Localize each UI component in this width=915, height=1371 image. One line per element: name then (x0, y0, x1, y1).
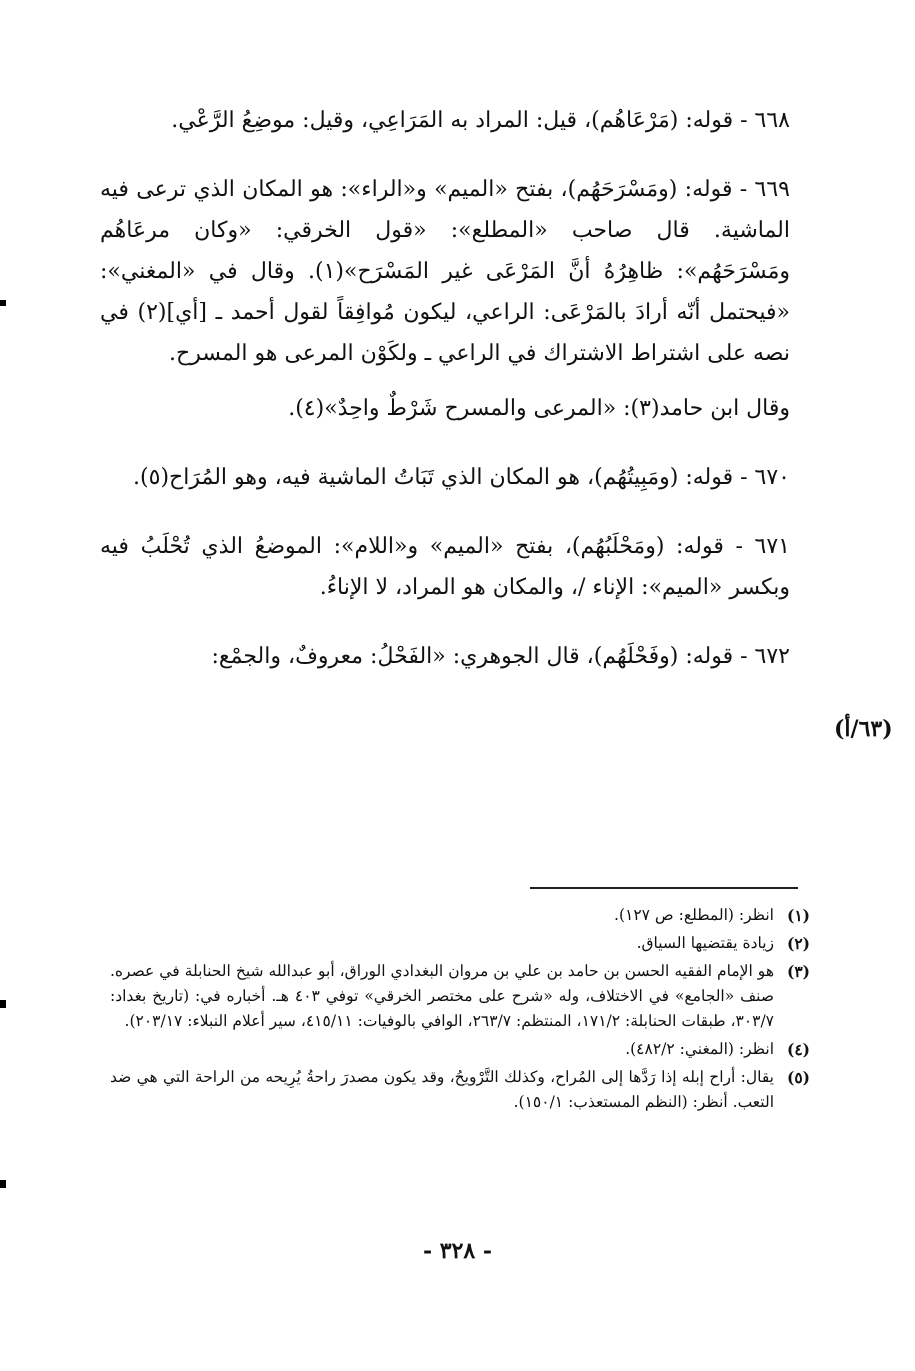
paragraph-ibn-hamid: وقال ابن حامد(٣): «المرعى والمسرح شَرْطٌ واحِدٌ»(٤). (288, 396, 790, 421)
footnote-text: يقال: أراح إبله إذا رَدَّها إلى المُراح، وكذلك التَّرْويحُ، وقد يكون مصدرَ راحةُ يُرِيحه من الراحة التي هي ضد التعب. أنظر: (النظم المستعذب: ١٥٠/١). (110, 1068, 774, 1111)
paragraph-670: ٦٧٠ - قوله: (ومَبِيتُهُم)، هو المكان الذي تَبَاتُ الماشية فيه، وهو المُرَاح(٥). (133, 465, 790, 490)
footnote-text: انظر: (المغني: ٤٨٢/٢). (625, 1040, 774, 1058)
footnote-separator (530, 887, 798, 889)
main-text (100, 100, 790, 705)
footnote-number: (٣) (786, 962, 810, 981)
footnote-item (110, 1065, 810, 1115)
paragraph-669: ٦٦٩ - قوله: (ومَسْرَحَهُم)، بفتح «الميم» و«الراء»: هو المكان الذي ترعى فيه الماشية. قال صاحب «المطلع»: «قول الخرقي: «وكان مرعَاهُم ومَسْرَحَهُم»: ظاهِرُهُ أنَّ المَرْعَى غير المَسْرَح»(١). وقال في «المغني»: «فيحتمل أنّه أرادَ بالمَرْعَى: الراعي، ليكون مُوافِقاً لقول أحمد ـ [أي](٢) في نصه على اشتراط الاشتراك في الراعي ـ ولكَوْن المرعى هو المسرح. (100, 177, 790, 366)
footnote-text: زيادة يقتضيها السياق. (636, 934, 774, 952)
margin-folio-note: (٦٣/أ) (834, 716, 893, 742)
footnote-number: (٤) (786, 1040, 810, 1059)
footnote-item (110, 903, 810, 928)
footnote-item (110, 931, 810, 956)
scan-edge-mark (0, 1000, 6, 1008)
page-number: - ٣٢٨ - (422, 1238, 493, 1264)
scan-edge-mark (0, 300, 6, 306)
footnote-item (110, 1037, 810, 1062)
footnotes (110, 903, 810, 1118)
footnote-text: هو الإمام الفقيه الحسن بن حامد بن علي بن مروان البغدادي الوراق، أبو عبدالله شيخ الحنابلة في عصره. صنف «الجامع» في الاختلاف، وله «شرح على مختصر الخرقي» توفي ٤٠٣ هـ. أخباره في: (تاريخ بغداد: ٣٠٣/٧، طبقات الحنابلة: ١٧١/٢، المنتظم: ٢٦٣/٧، الوافي بالوفيات: ٤١٥/١١، سير أعلام النبلاء: ٢٠٣/١٧). (110, 962, 775, 1030)
footnote-number: (١) (786, 906, 810, 925)
paragraph-672: ٦٧٢ - قوله: (وفَحْلَهُم)، قال الجوهري: «الفَحْلُ: معروفٌ، والجمْع: (211, 644, 790, 669)
footnote-number: (٥) (786, 1068, 810, 1087)
paragraph-671: ٦٧١ - قوله: (ومَحْلَبُهُم)، بفتح «الميم» و«اللام»: الموضعُ الذي تُحْلَبُ فيه وبكسر «الميم»: الإناء /، والمكان هو المراد، لا الإناءُ. (100, 534, 790, 600)
paragraph-668: ٦٦٨ - قوله: (مَرْعَاهُم)، قيل: المراد به المَرَاعِي، وقيل: موضِعُ الرَّعْي. (171, 108, 790, 133)
footnote-text: انظر: (المطلع: ص ١٢٧). (614, 906, 774, 924)
scan-edge-mark (0, 1180, 6, 1188)
footnote-number: (٢) (786, 934, 810, 953)
footnote-item (110, 959, 810, 1034)
